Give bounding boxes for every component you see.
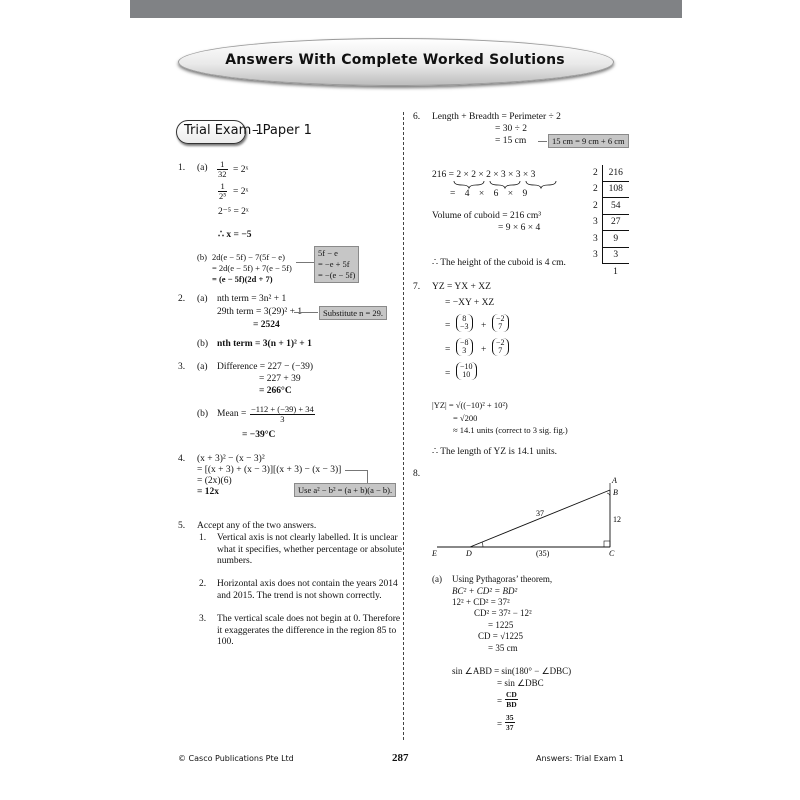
q8a-intro: Using Pythagoras’ theorem, [452, 574, 553, 584]
q1a-answer: ∴ x = −5 [218, 230, 252, 240]
label-hyp: 37 [536, 509, 544, 518]
q7-mag-line1: |YZ| = √((−10)² + 10²) [432, 400, 508, 410]
q1b-note-line2: = −e + 5f [318, 259, 350, 269]
q7-eq2: = [445, 345, 451, 355]
q4-note: Use a² − b² = (a + b)(a − b). [294, 483, 396, 497]
ladder-divisor: 2 [589, 165, 602, 181]
q1b-note-line1: 5f − e [318, 248, 338, 258]
q2-number: 2. [178, 294, 186, 304]
q3a-line3: = 266°C [259, 386, 292, 396]
label-c: C [609, 549, 615, 558]
q6-fact-line1: 216 = 2 × 2 × 2 × 3 × 3 × 3 [432, 170, 536, 180]
ladder-divisor: 3 [589, 247, 602, 264]
q4-line4: = 12x [197, 487, 220, 497]
ladder-quotient: 108 [602, 181, 629, 198]
q4-line1: (x + 3)² − (x − 3)² [197, 454, 265, 464]
ladder-row [589, 181, 629, 198]
q6-note: 15 cm = 9 cm + 6 cm [548, 134, 629, 148]
q3a-line1: Difference = 227 − (−39) [217, 362, 314, 372]
q6-answer [432, 258, 566, 269]
q6-line2: = 30 ÷ 2 [495, 124, 527, 134]
ladder-row [589, 247, 629, 264]
q5-item2-num: 2. [199, 579, 207, 589]
q1b-line1: 2d(e − 5f) − 7(5f − e) [212, 252, 285, 262]
q7-answer: ∴ The length of YZ is 14.1 units. [432, 447, 558, 457]
q8-sin-fraction1 [505, 690, 518, 709]
q3b-fraction [250, 405, 315, 424]
q5-item1-text: Vertical axis is not clearly labelled. It is unclear what it specifies, whether percentage or absolute numbers. [217, 533, 402, 566]
q7-mag-line2: = √200 [453, 413, 478, 423]
q7-vec2a-bot: 3 [462, 346, 467, 355]
label-side: 12 [613, 515, 621, 524]
section-subtitle: – Paper 1 [252, 123, 312, 138]
ladder-divisor: 2 [589, 181, 602, 198]
q7-line2: = −XY + XZ [445, 298, 495, 308]
q7-vec1b-top: −2 [496, 314, 505, 323]
label-a: A [612, 476, 617, 485]
q1-number: 1. [178, 163, 186, 173]
q6-line1: Length + Breadth = Perimeter ÷ 2 [432, 112, 561, 122]
q3b-mean-label: Mean = [217, 409, 247, 419]
q5-item3-text: The vertical scale does not begin at 0. Therefore it exaggerates the difference in the region 85 to 100. [217, 614, 401, 647]
ladder-divisor [589, 264, 602, 280]
q1b-note-line3: = −(e − 5f) [318, 270, 356, 280]
q8-sin3-den: BD [506, 700, 517, 709]
ladder-divisor: 3 [589, 214, 602, 231]
q3b-frac-den: 3 [280, 414, 285, 424]
q4-line3: = (2x)(6) [197, 476, 232, 486]
q2b-label: (b) [197, 339, 209, 349]
q1a-frac2-den: 2⁵ [219, 191, 227, 201]
q2a-line1: nth term = 3n² + 1 [217, 294, 287, 304]
label-e: E [432, 549, 437, 558]
q7-eq3: = [445, 369, 451, 379]
q6-answer-text: ∴ The height of the cuboid is 4 cm. [432, 258, 566, 268]
q7-mag-line3: ≈ 14.1 units (correct to 3 sig. fig.) [453, 425, 568, 435]
top-bar [130, 0, 682, 18]
label-d: D [466, 549, 472, 558]
q8-sin-line2: = sin ∠DBC [497, 678, 544, 688]
q4-note-connector [345, 470, 368, 483]
q8-sin-fraction2 [505, 713, 515, 732]
q1b-note [314, 246, 359, 283]
q2-note: Substitute n = 29. [319, 306, 387, 320]
q1b-label: (b) [197, 252, 207, 262]
q7-vec2a [456, 338, 473, 356]
q1a-label: (a) [197, 163, 208, 173]
q7-vec1a [456, 314, 473, 332]
ladder-row [589, 214, 629, 231]
footer-section: Answers: Trial Exam 1 [536, 754, 624, 763]
q5-intro: Accept any of the two answers. [197, 521, 317, 531]
hypotenuse-bd [470, 490, 610, 547]
q7-line1: YZ = YX + XZ [432, 282, 491, 292]
ladder-quotient: 3 [602, 247, 629, 264]
division-ladder [589, 165, 629, 280]
ladder-quotient: 1 [613, 266, 618, 277]
q8-number: 8. [413, 469, 421, 479]
ladder-divisor: 3 [589, 231, 602, 248]
q5-item1-num: 1. [199, 533, 207, 543]
ladder-quotient: 216 [602, 165, 629, 181]
q1b-line3: = (e − 5f)(2d + 7) [212, 274, 273, 284]
q8-sin4-den: 37 [506, 723, 514, 732]
ladder-row [589, 198, 629, 215]
q2-note-connector [294, 312, 318, 313]
q4-line2: = [(x + 3) + (x − 3)][(x + 3) − (x − 3)] [197, 465, 342, 475]
page-number: 287 [392, 752, 409, 764]
q8a-line5: CD = √1225 [478, 631, 524, 641]
q1a-frac-num: 1 [217, 160, 228, 170]
q6-vol-line2: = 9 × 6 × 4 [498, 223, 541, 233]
q3a-line2: = 227 + 39 [259, 374, 301, 384]
q5-number: 5. [178, 521, 186, 531]
q7-vec3-top: −10 [460, 362, 473, 371]
q7-vec3-bot: 10 [462, 370, 471, 379]
ladder-quotient: 27 [602, 214, 629, 231]
q8a-line1: BC² + CD² = BD² [452, 586, 518, 596]
q1a-frac2-num: 1 [218, 182, 227, 192]
q8a-line4: = 1225 [488, 620, 514, 630]
q1a-fraction [217, 160, 228, 179]
q7-vec1a-bot: −3 [460, 322, 469, 331]
q7-vec2b [492, 338, 509, 356]
q3-number: 3. [178, 362, 186, 372]
q5-item3-num: 3. [199, 614, 207, 624]
q6-fact-line2: = 4 × 6 × 9 [450, 189, 528, 199]
q1a-rhs1: = 2ˣ [233, 165, 249, 175]
section-title: Trial Exam 1 [184, 123, 264, 138]
q7-vec1a-top: 8 [462, 314, 467, 323]
q3b-frac-num: −112 + (−39) + 34 [251, 404, 314, 414]
q6-vol-line1: Volume of cuboid = 216 cm³ [432, 211, 542, 221]
q8-eq-sign2: = [497, 719, 503, 729]
label-b: B [613, 488, 618, 497]
q1a-frac-den: 32 [218, 169, 227, 179]
footer-copyright: © Casco Publications Pte Ltd [178, 754, 294, 763]
q1b-line2: = 2d(e − 5f) + 7(e − 5f) [212, 263, 292, 273]
q8a-line3: CD² = 37² − 12² [474, 608, 532, 618]
q5-item2-text: Horizontal axis does not contain the years 2014 and 2015. The trend is not shown correctly. [217, 579, 398, 601]
q1a-rhs2: = 2ˣ [233, 187, 249, 197]
q8a-line6: = 35 cm [488, 643, 518, 653]
ladder-row [589, 264, 629, 280]
ladder-quotient: 54 [602, 198, 629, 215]
q7-vec1b [492, 314, 509, 332]
q7-vec3 [456, 362, 477, 380]
q7-eq1: = [445, 321, 451, 331]
q6-line3: = 15 cm [495, 136, 527, 146]
ladder-divisor: 2 [589, 198, 602, 215]
q8-sin4-num: 35 [506, 713, 514, 722]
q1a-line3: 2⁻⁵ = 2ˣ [218, 207, 249, 217]
q2a-line2: 29th term = 3(29)² + 1 [217, 307, 303, 317]
q7-vec1b-bot: 7 [498, 322, 503, 331]
q6-number: 6. [413, 112, 421, 122]
q8a-line2: 12² + CD² = 37² [452, 597, 510, 607]
right-angle-marker [604, 541, 610, 547]
q7-plus2: + [481, 345, 487, 355]
q2a-line3: = 2524 [253, 320, 280, 330]
ladder-row [589, 165, 629, 181]
q8-eq-sign1: = [497, 696, 503, 706]
q7-vec2b-top: −2 [496, 338, 505, 347]
page-title: Answers With Complete Worked Solutions [225, 52, 565, 68]
q1b-note-connector [296, 262, 314, 263]
q2b-line: nth term = 3(n + 1)² + 1 [217, 339, 312, 349]
q1a-fraction2 [218, 182, 227, 201]
q6-note-connector [538, 141, 547, 142]
ladder-quotient: 9 [602, 231, 629, 248]
q2a-label: (a) [197, 294, 208, 304]
q7-vec2a-top: −8 [460, 338, 469, 347]
q3b-answer: = −39°C [242, 430, 276, 440]
angle-arc [482, 542, 483, 547]
q3a-label: (a) [197, 362, 208, 372]
q7-plus1: + [481, 321, 487, 331]
label-base: (35) [536, 549, 550, 558]
q7-vec2b-bot: 7 [498, 346, 503, 355]
q4-number: 4. [178, 454, 186, 464]
q8-sin3-num: CD [506, 690, 517, 699]
q8-triangle-diagram [425, 470, 630, 560]
angle-arc-b [607, 493, 610, 496]
q8a-label: (a) [432, 574, 442, 584]
ladder-row [589, 231, 629, 248]
q7-number: 7. [413, 282, 421, 292]
q8-sin-line1: sin ∠ABD = sin(180° − ∠DBC) [452, 666, 572, 676]
q3b-label: (b) [197, 409, 209, 419]
